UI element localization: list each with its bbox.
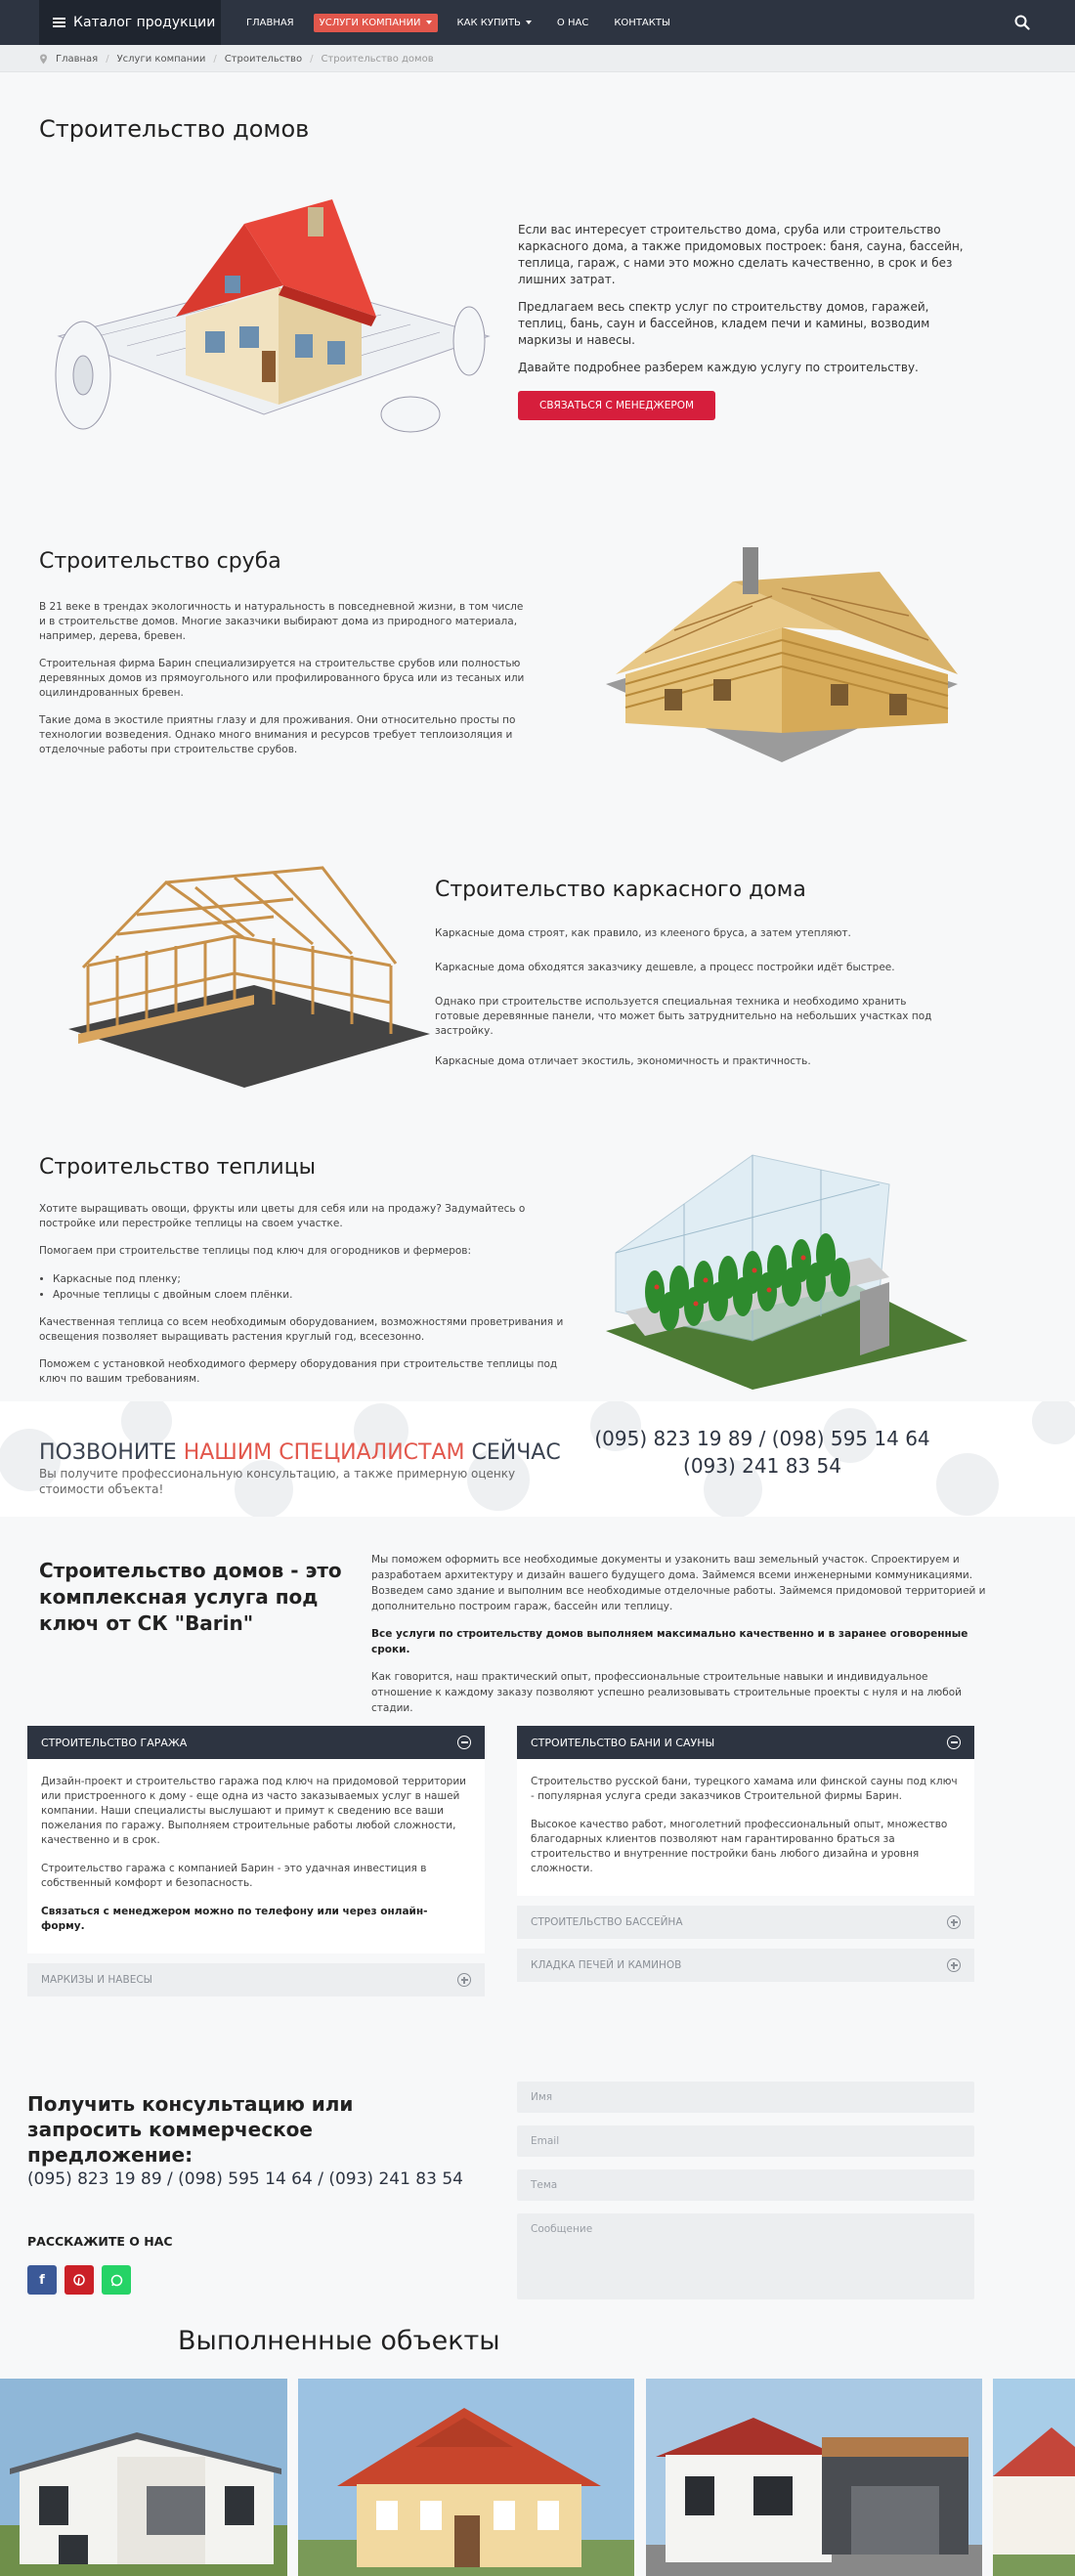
project-photo-2[interactable] — [298, 2379, 634, 2576]
paragraph: Поможем с установкой необходимого фермеру оборудования при строительстве теплицы под ключ по вашим требованиям. — [39, 1358, 558, 1385]
project-photo-1[interactable] — [0, 2379, 287, 2576]
turnkey-text — [371, 1552, 987, 1728]
pinterest-icon[interactable] — [64, 2265, 94, 2295]
turnkey-section — [39, 1517, 1036, 1726]
consultation-phones[interactable]: (095) 823 19 89 / (098) 595 14 64 / (093) 241 83 54 — [27, 2169, 463, 2189]
main-nav — [240, 0, 690, 45]
hero-text — [518, 222, 977, 420]
caret-down-icon — [526, 21, 532, 24]
paragraph: Высокое качество работ, многолетний профессиональный опыт, множество благодарных клиентов позволяют нам гарантированно браться за строительство и внутренние постройки бань любого дизайна и уровня сложности. — [531, 1819, 948, 1874]
turnkey-title: Строительство домов - это комплексная услуга под ключ от СК "Barin" — [39, 1559, 342, 1635]
log-house-section — [39, 477, 1036, 790]
paragraph: Все услуги по строительству домов выполняем максимально качественно и в заранее оговоренные сроки. — [371, 1628, 968, 1655]
location-pin-icon — [39, 54, 48, 64]
paragraph: Качественная теплица со всем необходимым оборудованием, возможностями проветривания и освещения позволяет выращивать растения круглый год, всесезонно. — [39, 1316, 564, 1343]
project-photo-3[interactable] — [646, 2379, 982, 2576]
section-text — [39, 1202, 577, 1399]
collapse-icon[interactable] — [457, 1736, 471, 1749]
accordion-garage-header[interactable]: СТРОИТЕЛЬСТВО ГАРАЖА — [27, 1726, 485, 1759]
nav-contacts[interactable]: КОНТАКТЫ — [614, 17, 670, 28]
hero-section — [39, 72, 1036, 477]
contact-form — [517, 2082, 974, 2312]
share-label: РАССКАЖИТЕ О НАС — [27, 2234, 173, 2249]
house-on-blueprints-image — [39, 170, 498, 453]
paragraph: Хотите выращивать овощи, фрукты или цветы для себя или на продажу? Задумайтесь о постройке или перестройке теплицы на своем участке. — [39, 1203, 526, 1229]
call-subtitle: Вы получите профессиональную консультацию, а также примерную оценку стоимости объекта! — [39, 1467, 516, 1496]
paragraph: Связаться с менеджером можно по телефону или через онлайн-форму. — [41, 1906, 428, 1932]
call-specialists-band — [0, 1401, 1075, 1517]
paragraph: Каркасные дома обходятся заказчику дешевле, а процесс постройки идёт быстрее. — [435, 962, 895, 973]
accordion-column-left — [27, 1726, 485, 1996]
contact-manager-button[interactable]: СВЯЗАТЬСЯ С МЕНЕДЖЕРОМ — [518, 391, 715, 420]
breadcrumb-construction[interactable]: Строительство — [224, 53, 303, 64]
paragraph: Однако при строительстве используется специальная техника и необходимо хранить готовые деревянные панели, что может быть затруднительно на небольших участках под застройку. — [435, 996, 932, 1037]
project-photo-4[interactable] — [993, 2379, 1075, 2576]
catalog-menu-button[interactable] — [39, 0, 221, 45]
projects-title: Выполненные объекты — [178, 2326, 500, 2356]
log-house-image — [586, 537, 977, 780]
section-text — [435, 926, 953, 1082]
accordion-markizy-header[interactable]: МАРКИЗЫ И НАВЕСЫ — [27, 1963, 485, 1996]
breadcrumb-separator: / — [310, 53, 314, 64]
accordion-column-right — [517, 1726, 974, 1982]
social-buttons — [27, 2265, 139, 2295]
expand-icon[interactable] — [947, 1958, 961, 1972]
breadcrumb-current: Строительство домов — [321, 53, 434, 64]
list-item: • Арочные теплицы с двойным слоем плёнки. — [53, 1287, 577, 1303]
nav-home[interactable]: ГЛАВНАЯ — [246, 17, 294, 28]
expand-icon[interactable] — [457, 1973, 471, 1987]
completed-projects-section — [0, 2326, 1075, 2576]
paragraph: Строительство гаража с компанией Барин - это удачная инвестиция в собственный комфорт и безопасность. — [41, 1863, 427, 1889]
consultation-section — [27, 2023, 1036, 2326]
collapse-icon[interactable] — [947, 1736, 961, 1749]
facebook-icon[interactable]: f — [27, 2265, 57, 2295]
search-icon[interactable] — [1014, 15, 1030, 30]
paragraph: Строительная фирма Барин специализируется на строительстве срубов или полностью деревянных домов из прямоугольного или профилированного бруса или из тесаных или оцилиндрованных бревен. — [39, 658, 525, 699]
hamburger-icon — [53, 18, 65, 27]
breadcrumb-separator: / — [213, 53, 217, 64]
subject-field[interactable]: Тема — [517, 2169, 974, 2201]
hero-paragraph: Если вас интересует строительство дома, сруба или строительство каркасного дома, а также придомовых построек: баня, сауна, бассейн, теплица, гараж, с нами это можно сделать качественно, в срок и без лишних затрат. — [518, 223, 964, 286]
paragraph: Мы поможем оформить все необходимые документы и узаконить ваш земельный участок. Спроектируем и разработаем архитектуру и дизайн вашего будущего дома. Займемся всеми инженерными коммуникациями. Возведем само здание и выполним все необходимые отделочные работы. Займемся придомовой территорией и дополнительно построим гараж, бассейн или теплицу. — [371, 1554, 986, 1612]
hero-paragraph: Давайте подробнее разберем каждую услугу по строительству. — [518, 361, 919, 374]
message-field[interactable]: Сообщение — [517, 2213, 974, 2299]
accordion-garage-body — [27, 1759, 485, 1953]
greenhouse-types-list — [39, 1271, 577, 1303]
paragraph: Строительство русской бани, турецкого хамама или финской сауны под ключ - популярная услуга среди заказчиков Строительной фирмы Барин. — [531, 1776, 958, 1802]
section-title: Строительство теплицы — [39, 1155, 317, 1180]
nav-services[interactable]: УСЛУГИ КОМПАНИИ — [314, 14, 438, 32]
breadcrumb — [0, 45, 1075, 72]
paragraph: В 21 веке в трендах экологичность и натуральность в повседневной жизни, в том числе и в строительстве домов. Многие заказчики выбирают дома из природного материала, например, дерева, бревен. — [39, 601, 524, 642]
top-navbar — [0, 0, 1075, 45]
accordion-pool-header[interactable]: СТРОИТЕЛЬСТВО БАССЕЙНА — [517, 1906, 974, 1939]
nav-about[interactable]: О НАС — [556, 17, 589, 28]
name-field[interactable]: Имя — [517, 2082, 974, 2113]
email-field[interactable]: Email — [517, 2125, 974, 2157]
breadcrumb-home[interactable]: Главная — [56, 53, 99, 64]
paragraph: Помогаем при строительстве теплицы под ключ для огородников и фермеров: — [39, 1245, 472, 1257]
phone-numbers[interactable]: (095) 823 19 89 / (098) 595 14 64 (093) 241 83 54 — [594, 1427, 930, 1478]
list-item: • Каркасные под пленку; — [53, 1271, 577, 1287]
accordion-bath-header[interactable]: СТРОИТЕЛЬСТВО БАНИ И САУНЫ — [517, 1726, 974, 1759]
caret-down-icon — [426, 21, 432, 24]
section-title: Строительство каркасного дома — [435, 878, 806, 902]
catalog-label: Каталог продукции — [73, 15, 216, 30]
page-title: Строительство домов — [39, 115, 310, 143]
consultation-title: Получить консультацию или запросить коммерческое предложение: — [27, 2092, 354, 2167]
paragraph: Каркасные дома отличает экостиль, экономичность и практичность. — [435, 1055, 811, 1067]
accordion-bath-body — [517, 1759, 974, 1896]
frame-house-image — [39, 858, 450, 1100]
nav-how-to-buy[interactable]: КАК КУПИТЬ — [452, 14, 538, 32]
paragraph: Такие дома в экостиле приятны глазу и для проживания. Они относительно просты по технологии возведения. Однако много внимания и ресурсов требует теплоизоляция и отделочные работы при строительстве срубов. — [39, 714, 516, 755]
paragraph: Каркасные дома строят, как правило, из клееного бруса, а затем утепляют. — [435, 927, 851, 939]
paragraph: Как говорится, наш практический опыт, профессиональные строительные навыки и индивидуальное отношение к каждому заказу позволяют успешно реализовывать строительные проекты с нуля и на любой стадии. — [371, 1671, 962, 1714]
breadcrumb-separator: / — [106, 53, 109, 64]
greenhouse-section — [39, 1112, 1036, 1401]
call-heading: ПОЗВОНИТЕ НАШИМ СПЕЦИАЛИСТАМ СЕЙЧАС — [39, 1440, 561, 1465]
section-text — [39, 600, 528, 770]
greenhouse-image — [586, 1145, 977, 1390]
accordion-stoves-header[interactable]: КЛАДКА ПЕЧЕЙ И КАМИНОВ — [517, 1949, 974, 1982]
breadcrumb-services[interactable]: Услуги компании — [116, 53, 206, 64]
section-title: Строительство сруба — [39, 549, 281, 574]
whatsapp-icon[interactable] — [102, 2265, 131, 2295]
frame-house-section — [39, 790, 1036, 1112]
hero-paragraph: Предлагаем весь спектр услуг по строительству домов, гаражей, теплиц, бань, саун и бассейнов, кладем печи и камины, возводим маркизы и навесы. — [518, 300, 930, 347]
paragraph: Дизайн-проект и строительство гаража под ключ на придомовой территории или пристроенного к дому - еще одна из часто заказываемых услуг в нашей компании. Наши специалисты выслушают и примут к сведению все ваши пожелания по гаражу. Выполняем строительные работы любой сложности, качественно и в срок. — [41, 1776, 466, 1846]
services-accordion — [39, 1726, 1036, 2023]
expand-icon[interactable] — [947, 1915, 961, 1929]
